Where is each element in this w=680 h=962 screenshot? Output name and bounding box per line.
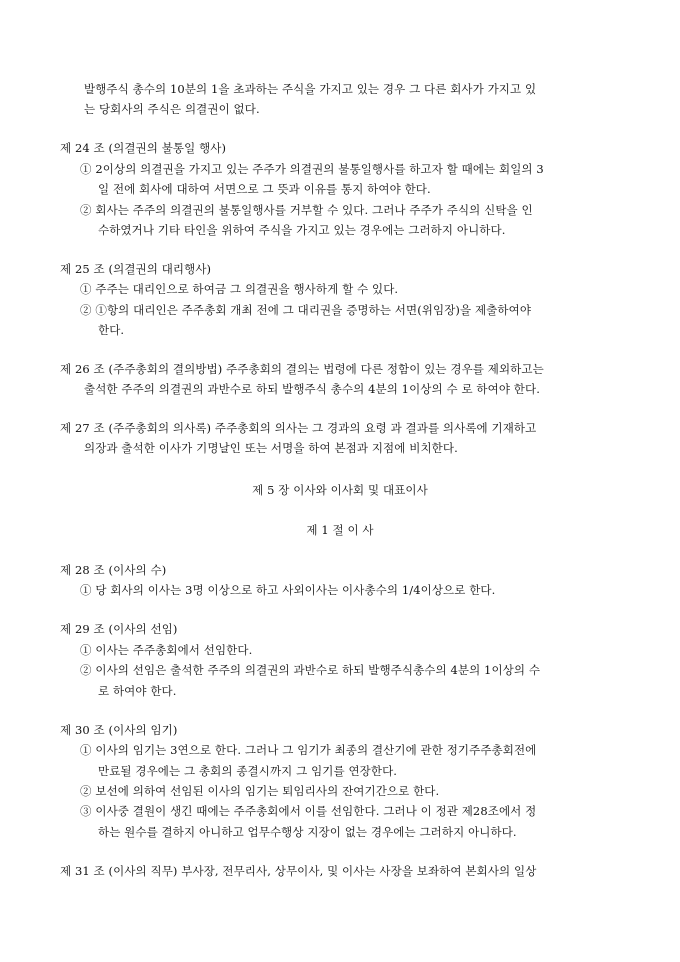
article-25-para-1-line-1: ① 주주는 대리인으로 하여금 그 의결권을 행사하게 할 수 있다. [80, 282, 399, 296]
article-30-para-1-line-2: 만료될 경우에는 그 총회의 종결시까지 그 임기를 연장한다. [98, 764, 398, 778]
article-25-heading: 제 25 조 (의결권의 대리행사) [60, 262, 212, 276]
article-27-line-1: 제 27 조 (주주총회의 의사록) 주주총회의 의사는 그 경과의 요령 과 결과를 의사록에 기재하고 [60, 421, 537, 435]
article-29-para-2-line-2: 로 하여야 한다. [98, 684, 177, 698]
article-24-para-1-line-1: ① 2이상의 의결권을 가지고 있는 주주가 의결권의 불통일행사를 하고자 할 때에는 회일의 3 [80, 162, 544, 176]
chapter-title: 제 5 장 이사와 이사회 및 대표이사 [252, 483, 428, 497]
article-30-heading: 제 30 조 (이사의 임기) [60, 723, 178, 737]
article-30-para-1-line-1: ① 이사의 임기는 3연으로 한다. 그러나 그 임기가 최종의 결산기에 관한 정기주주총회전에 [80, 743, 537, 757]
article-24-para-2-line-2: 수하였거나 기타 타인을 위하여 주식을 가지고 있는 경우에는 그러하지 아니하다. [98, 223, 506, 237]
article-30-para-2-line-1: ② 보선에 의하여 선임된 이사의 임기는 퇴임리사의 잔여기간으로 한다. [80, 784, 440, 798]
article-25-para-2-line-1: ② ①항의 대리인은 주주총회 개최 전에 그 대리권을 증명하는 서면(위임장)을 제출하여야 [80, 303, 532, 317]
intro-line-2: 는 당회사의 주식은 의결권이 없다. [84, 102, 260, 116]
article-31-line-1: 제 31 조 (이사의 직무) 부사장, 전무리사, 상무이사, 및 이사는 사장을 보좌하여 본회사의 일상 [60, 864, 537, 878]
article-24-para-2-line-1: ② 회사는 주주의 의결권의 불통일행사를 거부할 수 있다. 그러나 주주가 주식의 신탁을 인 [80, 203, 533, 217]
article-28-heading: 제 28 조 (이사의 수) [60, 563, 167, 577]
article-29-para-2-line-1: ② 이사의 선임은 출석한 주주의 의결권의 과반수로 하되 발행주식총수의 4분의 1이상의 수 [80, 663, 541, 677]
intro-line-1: 발행주식 총수의 10분의 1을 초과하는 주식을 가지고 있는 경우 그 다른 회사가 가지고 있 [84, 82, 537, 96]
article-26-line-1: 제 26 조 (주주총회의 결의방법) 주주총회의 결의는 법령에 다른 정함이 있는 경우를 제외하고는 [60, 362, 544, 376]
article-29-para-1-line-1: ① 이사는 주주총회에서 선임한다. [80, 643, 253, 657]
article-25-para-2-line-2: 한다. [98, 323, 125, 337]
article-28-para-1-line-1: ① 당 회사의 이사는 3명 이상으로 하고 사외이사는 이사총수의 1/4이상으로 한다. [80, 583, 496, 597]
article-26-line-2: 출석한 주주의 의결권의 과반수로 하되 발행주식 총수의 4분의 1이상의 수 로 하여야 한다. [84, 382, 540, 396]
article-29-heading: 제 29 조 (이사의 선임) [60, 622, 178, 636]
section-title: 제 1 절 이 사 [306, 523, 374, 537]
article-24-para-1-line-2: 일 전에 회사에 대하여 서면으로 그 뜻과 이유를 통지 하여야 한다. [98, 182, 431, 196]
article-24-heading: 제 24 조 (의결권의 불통일 행사) [60, 141, 227, 155]
article-27-line-2: 의장과 출석한 이사가 기명날인 또는 서명을 하여 본점과 지점에 비치한다. [84, 441, 458, 455]
article-30-para-3-line-2: 하는 원수를 결하지 아니하고 업무수행상 지장이 없는 경우에는 그러하지 아니하다. [98, 825, 517, 839]
article-30-para-3-line-1: ③ 이사중 결원이 생긴 때에는 주주총회에서 이를 선임한다. 그러나 이 정관 제28조에서 정 [80, 804, 537, 818]
